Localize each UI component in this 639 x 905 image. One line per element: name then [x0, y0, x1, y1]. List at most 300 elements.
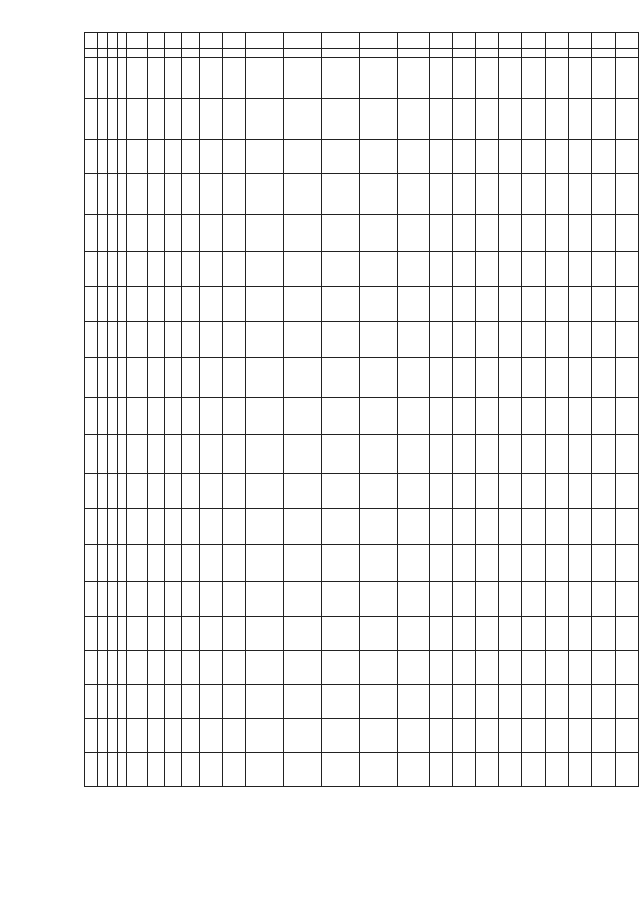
table-cell: [568, 685, 591, 719]
table-cell: [321, 753, 359, 787]
table-cell: [148, 685, 164, 719]
table-header-cell: [148, 33, 164, 49]
table-row: [85, 435, 639, 474]
table-cell: [522, 617, 545, 651]
table-cell: [545, 685, 568, 719]
table-header-cell: [615, 33, 638, 49]
table-cell: [85, 174, 98, 215]
table-cell: [164, 651, 181, 685]
table-cell: [430, 58, 453, 99]
table-cell: [522, 322, 545, 358]
table-cell: [284, 252, 322, 287]
table-cell: [430, 99, 453, 140]
table-cell: [475, 99, 498, 140]
table-cell: [284, 435, 322, 474]
table-cell: [321, 582, 359, 617]
table-header-cell: [181, 49, 199, 58]
table-cell: [127, 140, 148, 174]
table-cell: [117, 753, 126, 787]
table-cell: [222, 58, 245, 99]
table-cell: [452, 358, 475, 398]
table-header-cell: [499, 33, 522, 49]
table-cell: [499, 753, 522, 787]
table-row: [85, 753, 639, 787]
table-cell: [164, 174, 181, 215]
table-cell: [284, 582, 322, 617]
table-cell: [164, 582, 181, 617]
table-cell: [148, 651, 164, 685]
table-cell: [117, 685, 126, 719]
table-cell: [545, 358, 568, 398]
table-cell: [148, 545, 164, 582]
table-cell: [246, 545, 284, 582]
table-cell: [430, 252, 453, 287]
table-cell: [181, 474, 199, 509]
table-cell: [284, 651, 322, 685]
table-cell: [522, 545, 545, 582]
table-cell: [107, 474, 117, 509]
table-cell: [568, 545, 591, 582]
table-cell: [430, 617, 453, 651]
table-cell: [397, 322, 429, 358]
table-cell: [475, 685, 498, 719]
table-cell: [475, 140, 498, 174]
table-cell: [359, 398, 397, 435]
table-cell: [522, 685, 545, 719]
table-cell: [85, 252, 98, 287]
table-cell: [568, 322, 591, 358]
table-cell: [85, 99, 98, 140]
table-cell: [359, 617, 397, 651]
table-cell: [117, 215, 126, 252]
table-cell: [164, 545, 181, 582]
table-cell: [181, 58, 199, 99]
table-cell: [246, 685, 284, 719]
table-cell: [164, 252, 181, 287]
table-header-cell: [117, 49, 126, 58]
table-header-cell: [222, 49, 245, 58]
table-cell: [181, 99, 199, 140]
table-cell: [615, 509, 638, 545]
table-cell: [117, 719, 126, 753]
table-header-cell: [430, 33, 453, 49]
table-header-cell: [164, 49, 181, 58]
table-cell: [452, 99, 475, 140]
table-header-cell: [475, 49, 498, 58]
table-cell: [107, 435, 117, 474]
table-cell: [430, 719, 453, 753]
table-cell: [181, 358, 199, 398]
table-cell: [148, 140, 164, 174]
table-cell: [545, 509, 568, 545]
table-cell: [127, 174, 148, 215]
table-cell: [359, 719, 397, 753]
table-header-cell: [592, 49, 615, 58]
table-cell: [522, 398, 545, 435]
table-cell: [97, 287, 107, 322]
table-cell: [222, 287, 245, 322]
table-cell: [321, 140, 359, 174]
table-cell: [246, 435, 284, 474]
table-cell: [127, 398, 148, 435]
table-cell: [321, 174, 359, 215]
table-cell: [545, 617, 568, 651]
table-cell: [397, 435, 429, 474]
table-cell: [545, 252, 568, 287]
table-cell: [522, 509, 545, 545]
table-header-cell: [452, 33, 475, 49]
table-cell: [246, 174, 284, 215]
table-cell: [499, 685, 522, 719]
table-cell: [615, 215, 638, 252]
table-cell: [246, 140, 284, 174]
table-header-cell: [199, 49, 222, 58]
table-cell: [321, 719, 359, 753]
table-cell: [97, 617, 107, 651]
table-header-cell: [359, 33, 397, 49]
table-cell: [397, 287, 429, 322]
table-cell: [430, 474, 453, 509]
table-header-cell: [85, 49, 98, 58]
table-cell: [430, 651, 453, 685]
table-cell: [475, 252, 498, 287]
table-cell: [117, 358, 126, 398]
table-header-cell: [284, 33, 322, 49]
table-cell: [85, 58, 98, 99]
table-cell: [127, 99, 148, 140]
table-row: [85, 474, 639, 509]
table-cell: [117, 474, 126, 509]
table-cell: [181, 252, 199, 287]
table-cell: [592, 545, 615, 582]
table-cell: [522, 474, 545, 509]
table-cell: [97, 358, 107, 398]
table-cell: [475, 287, 498, 322]
table-cell: [284, 545, 322, 582]
table-cell: [246, 358, 284, 398]
table-header-cell: [522, 49, 545, 58]
table-cell: [164, 617, 181, 651]
table-cell: [522, 99, 545, 140]
table-cell: [499, 435, 522, 474]
table-cell: [359, 753, 397, 787]
table-cell: [522, 58, 545, 99]
table-cell: [475, 474, 498, 509]
table-cell: [85, 582, 98, 617]
table-cell: [568, 435, 591, 474]
table-cell: [568, 398, 591, 435]
table-header-cell: [522, 33, 545, 49]
table-cell: [545, 753, 568, 787]
table-cell: [97, 582, 107, 617]
table-cell: [199, 358, 222, 398]
table-cell: [199, 617, 222, 651]
table-cell: [117, 99, 126, 140]
table-row: [85, 651, 639, 685]
table-cell: [181, 140, 199, 174]
table-cell: [499, 651, 522, 685]
table-cell: [85, 753, 98, 787]
table-header-cell: [181, 33, 199, 49]
table-cell: [359, 215, 397, 252]
table-cell: [615, 474, 638, 509]
table-cell: [246, 474, 284, 509]
table-cell: [246, 322, 284, 358]
table-cell: [164, 509, 181, 545]
table-header-cell: [321, 49, 359, 58]
table-cell: [522, 753, 545, 787]
table-cell: [284, 99, 322, 140]
table-cell: [148, 435, 164, 474]
table-cell: [199, 215, 222, 252]
table-cell: [397, 685, 429, 719]
table-cell: [127, 474, 148, 509]
table-cell: [148, 287, 164, 322]
table-cell: [397, 582, 429, 617]
table-cell: [452, 685, 475, 719]
table-cell: [148, 358, 164, 398]
table-cell: [127, 582, 148, 617]
table-cell: [199, 322, 222, 358]
table-cell: [181, 753, 199, 787]
table-cell: [359, 685, 397, 719]
table-cell: [499, 509, 522, 545]
table-cell: [359, 99, 397, 140]
table-cell: [545, 140, 568, 174]
table-cell: [615, 719, 638, 753]
table-cell: [452, 474, 475, 509]
table-cell: [284, 58, 322, 99]
table-cell: [592, 435, 615, 474]
table-cell: [568, 753, 591, 787]
table-cell: [475, 322, 498, 358]
table-cell: [164, 753, 181, 787]
table-cell: [499, 287, 522, 322]
table-header-cell: [97, 33, 107, 49]
table-cell: [107, 685, 117, 719]
document-table: [84, 32, 639, 787]
table-cell: [97, 719, 107, 753]
table-cell: [107, 719, 117, 753]
table-cell: [127, 435, 148, 474]
table-cell: [181, 287, 199, 322]
table-cell: [222, 140, 245, 174]
table-header-cell: [545, 49, 568, 58]
table-cell: [430, 509, 453, 545]
table-cell: [475, 215, 498, 252]
table-cell: [499, 474, 522, 509]
table-cell: [85, 398, 98, 435]
table-cell: [452, 545, 475, 582]
table-cell: [475, 435, 498, 474]
table-cell: [452, 252, 475, 287]
table-cell: [568, 215, 591, 252]
table-cell: [97, 215, 107, 252]
table-cell: [321, 474, 359, 509]
table-cell: [499, 252, 522, 287]
table-header-cell: [499, 49, 522, 58]
table-cell: [85, 651, 98, 685]
table-cell: [615, 287, 638, 322]
table-cell: [181, 174, 199, 215]
table-header-cell: [107, 49, 117, 58]
table-cell: [85, 719, 98, 753]
table-cell: [199, 753, 222, 787]
table-cell: [568, 651, 591, 685]
table-cell: [545, 651, 568, 685]
table-cell: [284, 174, 322, 215]
table-cell: [430, 174, 453, 215]
table-cell: [397, 753, 429, 787]
table-cell: [117, 58, 126, 99]
table-cell: [148, 322, 164, 358]
table-header-cell: [246, 33, 284, 49]
table-cell: [430, 685, 453, 719]
table-cell: [430, 753, 453, 787]
table-cell: [568, 719, 591, 753]
table-cell: [359, 582, 397, 617]
table-header-cell: [397, 49, 429, 58]
table-cell: [430, 140, 453, 174]
table-cell: [430, 435, 453, 474]
table-cell: [181, 582, 199, 617]
table-cell: [592, 719, 615, 753]
table-cell: [148, 753, 164, 787]
table-cell: [499, 99, 522, 140]
table-header-cell: [107, 33, 117, 49]
table-cell: [199, 99, 222, 140]
table-cell: [397, 474, 429, 509]
table-cell: [475, 174, 498, 215]
table-cell: [164, 358, 181, 398]
table-cell: [199, 685, 222, 719]
table-cell: [148, 474, 164, 509]
table-cell: [148, 174, 164, 215]
table-cell: [592, 252, 615, 287]
table-header-cell: [475, 33, 498, 49]
table-cell: [452, 719, 475, 753]
table-cell: [199, 140, 222, 174]
table-cell: [117, 582, 126, 617]
table-cell: [475, 358, 498, 398]
table-cell: [181, 398, 199, 435]
table-cell: [499, 719, 522, 753]
table-row: [85, 398, 639, 435]
table-cell: [97, 685, 107, 719]
table-cell: [545, 287, 568, 322]
table-cell: [592, 215, 615, 252]
table-cell: [321, 215, 359, 252]
table-cell: [615, 617, 638, 651]
table-cell: [430, 322, 453, 358]
table-cell: [452, 215, 475, 252]
table-cell: [97, 252, 107, 287]
table-cell: [545, 322, 568, 358]
table-cell: [164, 322, 181, 358]
table-cell: [164, 58, 181, 99]
table-row: [85, 582, 639, 617]
table-cell: [397, 358, 429, 398]
table-cell: [164, 99, 181, 140]
table-cell: [246, 753, 284, 787]
table-cell: [321, 651, 359, 685]
table-cell: [321, 58, 359, 99]
table-cell: [85, 287, 98, 322]
table-cell: [181, 435, 199, 474]
table-cell: [359, 474, 397, 509]
table-cell: [397, 398, 429, 435]
table-cell: [615, 753, 638, 787]
table-row: [85, 215, 639, 252]
table-cell: [127, 322, 148, 358]
table-row: [85, 58, 639, 99]
table-cell: [430, 582, 453, 617]
table-cell: [127, 617, 148, 651]
table-cell: [397, 509, 429, 545]
table-cell: [97, 140, 107, 174]
table-header-cell: [592, 33, 615, 49]
table-cell: [127, 719, 148, 753]
table-row: [85, 719, 639, 753]
table-cell: [321, 685, 359, 719]
table-cell: [430, 215, 453, 252]
table-cell: [199, 174, 222, 215]
table-cell: [359, 509, 397, 545]
table-cell: [284, 140, 322, 174]
table-cell: [615, 651, 638, 685]
table-cell: [148, 617, 164, 651]
table-cell: [430, 398, 453, 435]
table-cell: [359, 545, 397, 582]
table-cell: [397, 545, 429, 582]
table-cell: [321, 358, 359, 398]
table-header-cell: [430, 49, 453, 58]
table-cell: [359, 358, 397, 398]
table-cell: [397, 617, 429, 651]
table-cell: [97, 174, 107, 215]
table-cell: [284, 398, 322, 435]
table-header-cell: [545, 33, 568, 49]
table-cell: [97, 509, 107, 545]
table-cell: [475, 753, 498, 787]
table-row: [85, 140, 639, 174]
table-cell: [222, 398, 245, 435]
table-cell: [85, 358, 98, 398]
table-cell: [222, 322, 245, 358]
table-header-cell: [568, 49, 591, 58]
table-cell: [545, 545, 568, 582]
table-cell: [522, 287, 545, 322]
table-header-cell: [397, 33, 429, 49]
table-cell: [107, 358, 117, 398]
table-cell: [545, 582, 568, 617]
table-cell: [107, 140, 117, 174]
table-cell: [568, 252, 591, 287]
table-cell: [568, 358, 591, 398]
table-cell: [127, 287, 148, 322]
table-cell: [321, 252, 359, 287]
table-cell: [615, 140, 638, 174]
table-cell: [199, 545, 222, 582]
table-cell: [107, 753, 117, 787]
table-cell: [164, 140, 181, 174]
table-cell: [452, 651, 475, 685]
table-body: [85, 33, 639, 787]
table-cell: [85, 685, 98, 719]
table-header-cell: [199, 33, 222, 49]
table-cell: [522, 719, 545, 753]
table-cell: [164, 435, 181, 474]
